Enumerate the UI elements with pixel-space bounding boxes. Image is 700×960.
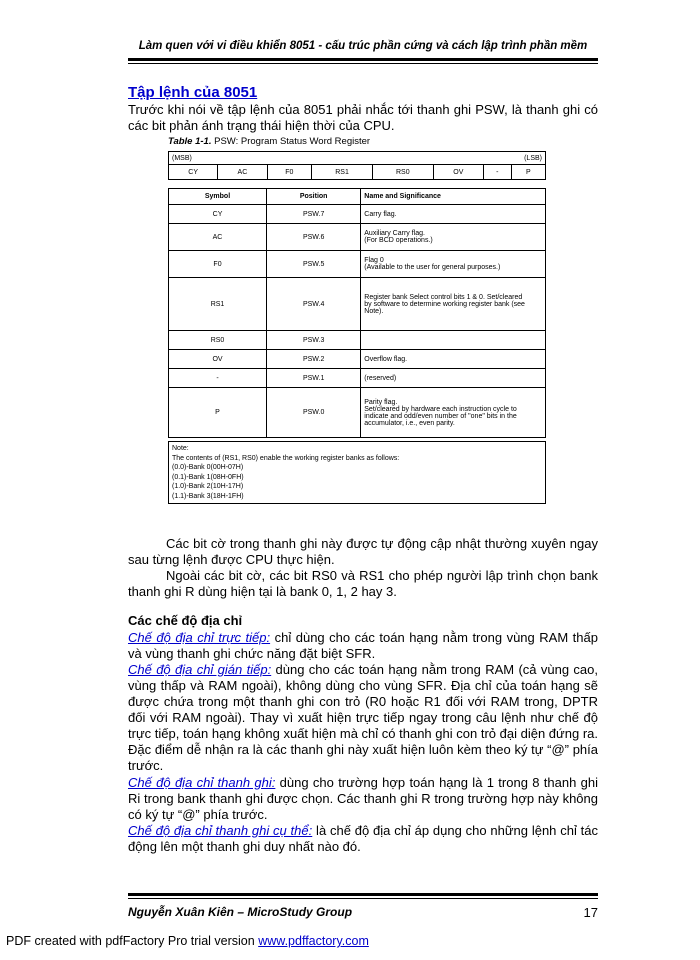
mode-text: dùng cho trường hợp toán hạng là 1 trong 8 thanh ghi Ri trong bank thanh ghi được chọn. Các thanh ghi R trong trường hợp này không có ký tự “@” phía trước.	[128, 775, 598, 822]
significance-line: (reserved)	[364, 374, 397, 382]
mode-direct	[128, 630, 598, 662]
msb-label: (MSB)	[169, 152, 373, 165]
header-symbol: Symbol	[169, 189, 267, 205]
row-significance	[361, 205, 546, 224]
row-significance	[361, 350, 546, 369]
footer-rule-thin	[128, 898, 598, 899]
significance-line: Carry flag.	[364, 210, 397, 218]
note-line: (1.1)-Bank 3(18H-1FH)	[172, 492, 244, 500]
row-position: PSW.3	[267, 331, 361, 350]
psw-symbol-table	[168, 188, 546, 438]
table-row	[169, 205, 546, 224]
row-significance	[361, 388, 546, 438]
row-symbol: AC	[169, 224, 267, 251]
mode-register	[128, 775, 598, 823]
note-line: (0.1)-Bank 1(08H-0FH)	[172, 473, 244, 481]
significance-line: Note).	[364, 307, 384, 315]
section-title: Tập lệnh của 8051	[128, 84, 258, 101]
pdffactory-link[interactable]: www.pdffactory.com	[258, 934, 369, 948]
table-row	[169, 278, 546, 331]
bit-cell: AC	[218, 165, 267, 180]
psw-bit-layout	[168, 151, 546, 180]
footer-rule-thick	[128, 893, 598, 896]
header-position: Position	[267, 189, 361, 205]
row-position: PSW.4	[267, 278, 361, 331]
row-significance	[361, 224, 546, 251]
header-significance: Name and Significance	[361, 189, 546, 205]
significance-line: by software to determine working register bank (see	[364, 300, 525, 308]
flags-paragraph: Các bit cờ trong thanh ghi này được tự động cập nhật thường xuyên ngay sau từng lệnh được CPU thực hiện.	[128, 536, 598, 567]
row-position: PSW.7	[267, 205, 361, 224]
mode-indirect	[128, 662, 598, 774]
table-caption	[168, 136, 546, 147]
significance-line: (Available to the user for general purposes.)	[364, 264, 501, 271]
significance-line: Register bank Select control bits 1 & 0. Set/cleared	[364, 293, 523, 301]
row-symbol: RS1	[169, 278, 267, 331]
table-caption-label: Table 1-1.	[168, 136, 212, 147]
significance-line: accumulator, i.e., even parity.	[364, 419, 455, 427]
row-significance	[361, 251, 546, 278]
bit-cell: F0	[267, 165, 312, 180]
significance-line: indicate and odd/even number of "one" bits in the	[364, 412, 517, 420]
mode-register-specific	[128, 823, 598, 855]
note-title: Note:	[172, 445, 189, 452]
header-rule-thin	[128, 63, 598, 64]
row-position: PSW.0	[267, 388, 361, 438]
row-significance	[361, 331, 546, 350]
lsb-label: (LSB)	[372, 152, 545, 165]
table-row	[169, 350, 546, 369]
bit-cell: RS1	[312, 165, 373, 180]
significance-line: (For BCD operations.)	[364, 237, 433, 244]
psw-table	[168, 136, 546, 504]
table-row	[169, 388, 546, 438]
bit-cell: CY	[169, 165, 218, 180]
table-row	[169, 224, 546, 251]
significance-line: Overflow flag.	[364, 355, 408, 363]
mode-text: dùng cho các toán hạng nằm trong RAM (cả vùng cao, vùng thấp và RAM ngoài), không dùng cho vùng SFR. Địa chỉ của toán hạng sẽ được chứa trong một thanh ghi con trỏ (R0 hoặc R1 đối với RAM trong, DPTR đối với RAM ngoài). Thay vì xuất hiện trực tiếp ngay trong câu lệnh như chế độ trực tiếp, toán hạng không xuất hiện mà chỉ có thanh ghi con trỏ đại diện đứng ra. Đặc điểm dễ nhận ra là các thanh ghi này xuất hiện luôn kèm theo ký tự “@” phía trước.	[128, 662, 598, 773]
row-symbol: RS0	[169, 331, 267, 350]
bit-cell: -	[484, 165, 512, 180]
pdf-watermark	[6, 934, 369, 948]
row-symbol: P	[169, 388, 267, 438]
significance-line: Parity flag.	[364, 398, 398, 406]
row-position: PSW.2	[267, 350, 361, 369]
row-symbol: OV	[169, 350, 267, 369]
bit-cell: OV	[433, 165, 483, 180]
note-line: The contents of (RS1, RS0) enable the working register banks as follows:	[172, 454, 400, 462]
bit-cell: RS0	[372, 165, 433, 180]
mode-text: chỉ dùng cho các toán hạng nằm trong vùng RAM thấp và vùng thanh ghi chức năng đặt biệt SFR.	[128, 630, 598, 661]
footer-author: Nguyễn Xuân Kiên – MicroStudy Group	[128, 905, 353, 919]
bank-paragraph: Ngoài các bit cờ, các bit RS0 và RS1 cho phép người lập trình chọn bank thanh ghi R dùng hiện tại là bank 0, 1, 2 hay 3.	[128, 568, 598, 599]
significance-line: Set/cleared by hardware each instruction cycle to	[364, 405, 517, 413]
note-line: (0.0)-Bank 0(00H-07H)	[172, 464, 244, 471]
row-position: PSW.1	[267, 369, 361, 388]
table-row	[169, 251, 546, 278]
bit-cell: P	[511, 165, 545, 180]
table-row	[169, 369, 546, 388]
row-symbol: -	[169, 369, 267, 388]
mode-term: Chế độ địa chỉ gián tiếp:	[128, 662, 272, 677]
pdf-watermark-text: PDF created with pdfFactory Pro trial version	[6, 934, 259, 948]
significance-line: Flag 0	[364, 257, 384, 264]
table-row	[169, 331, 546, 350]
significance-line: Auxiliary Carry flag.	[364, 230, 425, 237]
header-rule-thick	[128, 58, 598, 61]
row-symbol: F0	[169, 251, 267, 278]
mode-term: Chế độ địa chỉ thanh ghi cụ thể:	[128, 823, 313, 838]
addressing-modes-title: Các chế độ địa chỉ	[128, 613, 243, 628]
row-position: PSW.5	[267, 251, 361, 278]
row-significance	[361, 278, 546, 331]
note-line: (1.0)-Bank 2(10H-17H)	[172, 483, 244, 490]
row-position: PSW.6	[267, 224, 361, 251]
register-bank-note	[168, 441, 546, 504]
row-symbol: CY	[169, 205, 267, 224]
page-number: 17	[583, 905, 598, 920]
page-header: Làm quen với vi điều khiển 8051 - cấu trúc phần cứng và cách lập trình phần mềm	[138, 40, 588, 52]
intro-paragraph: Trước khi nói về tập lệnh của 8051 phải nhắc tới thanh ghi PSW, là thanh ghi có các bit phản ánh trạng thái hiện thời của CPU.	[128, 102, 598, 133]
table-caption-text: PSW: Program Status Word Register	[214, 136, 371, 147]
mode-term: Chế độ địa chỉ thanh ghi:	[128, 775, 276, 790]
mode-term: Chế độ địa chỉ trực tiếp:	[128, 630, 271, 645]
mode-text: là chế độ địa chỉ áp dụng cho những lệnh chỉ tác động lên một thanh ghi duy nhất nào đó.	[128, 823, 598, 854]
row-significance	[361, 369, 546, 388]
